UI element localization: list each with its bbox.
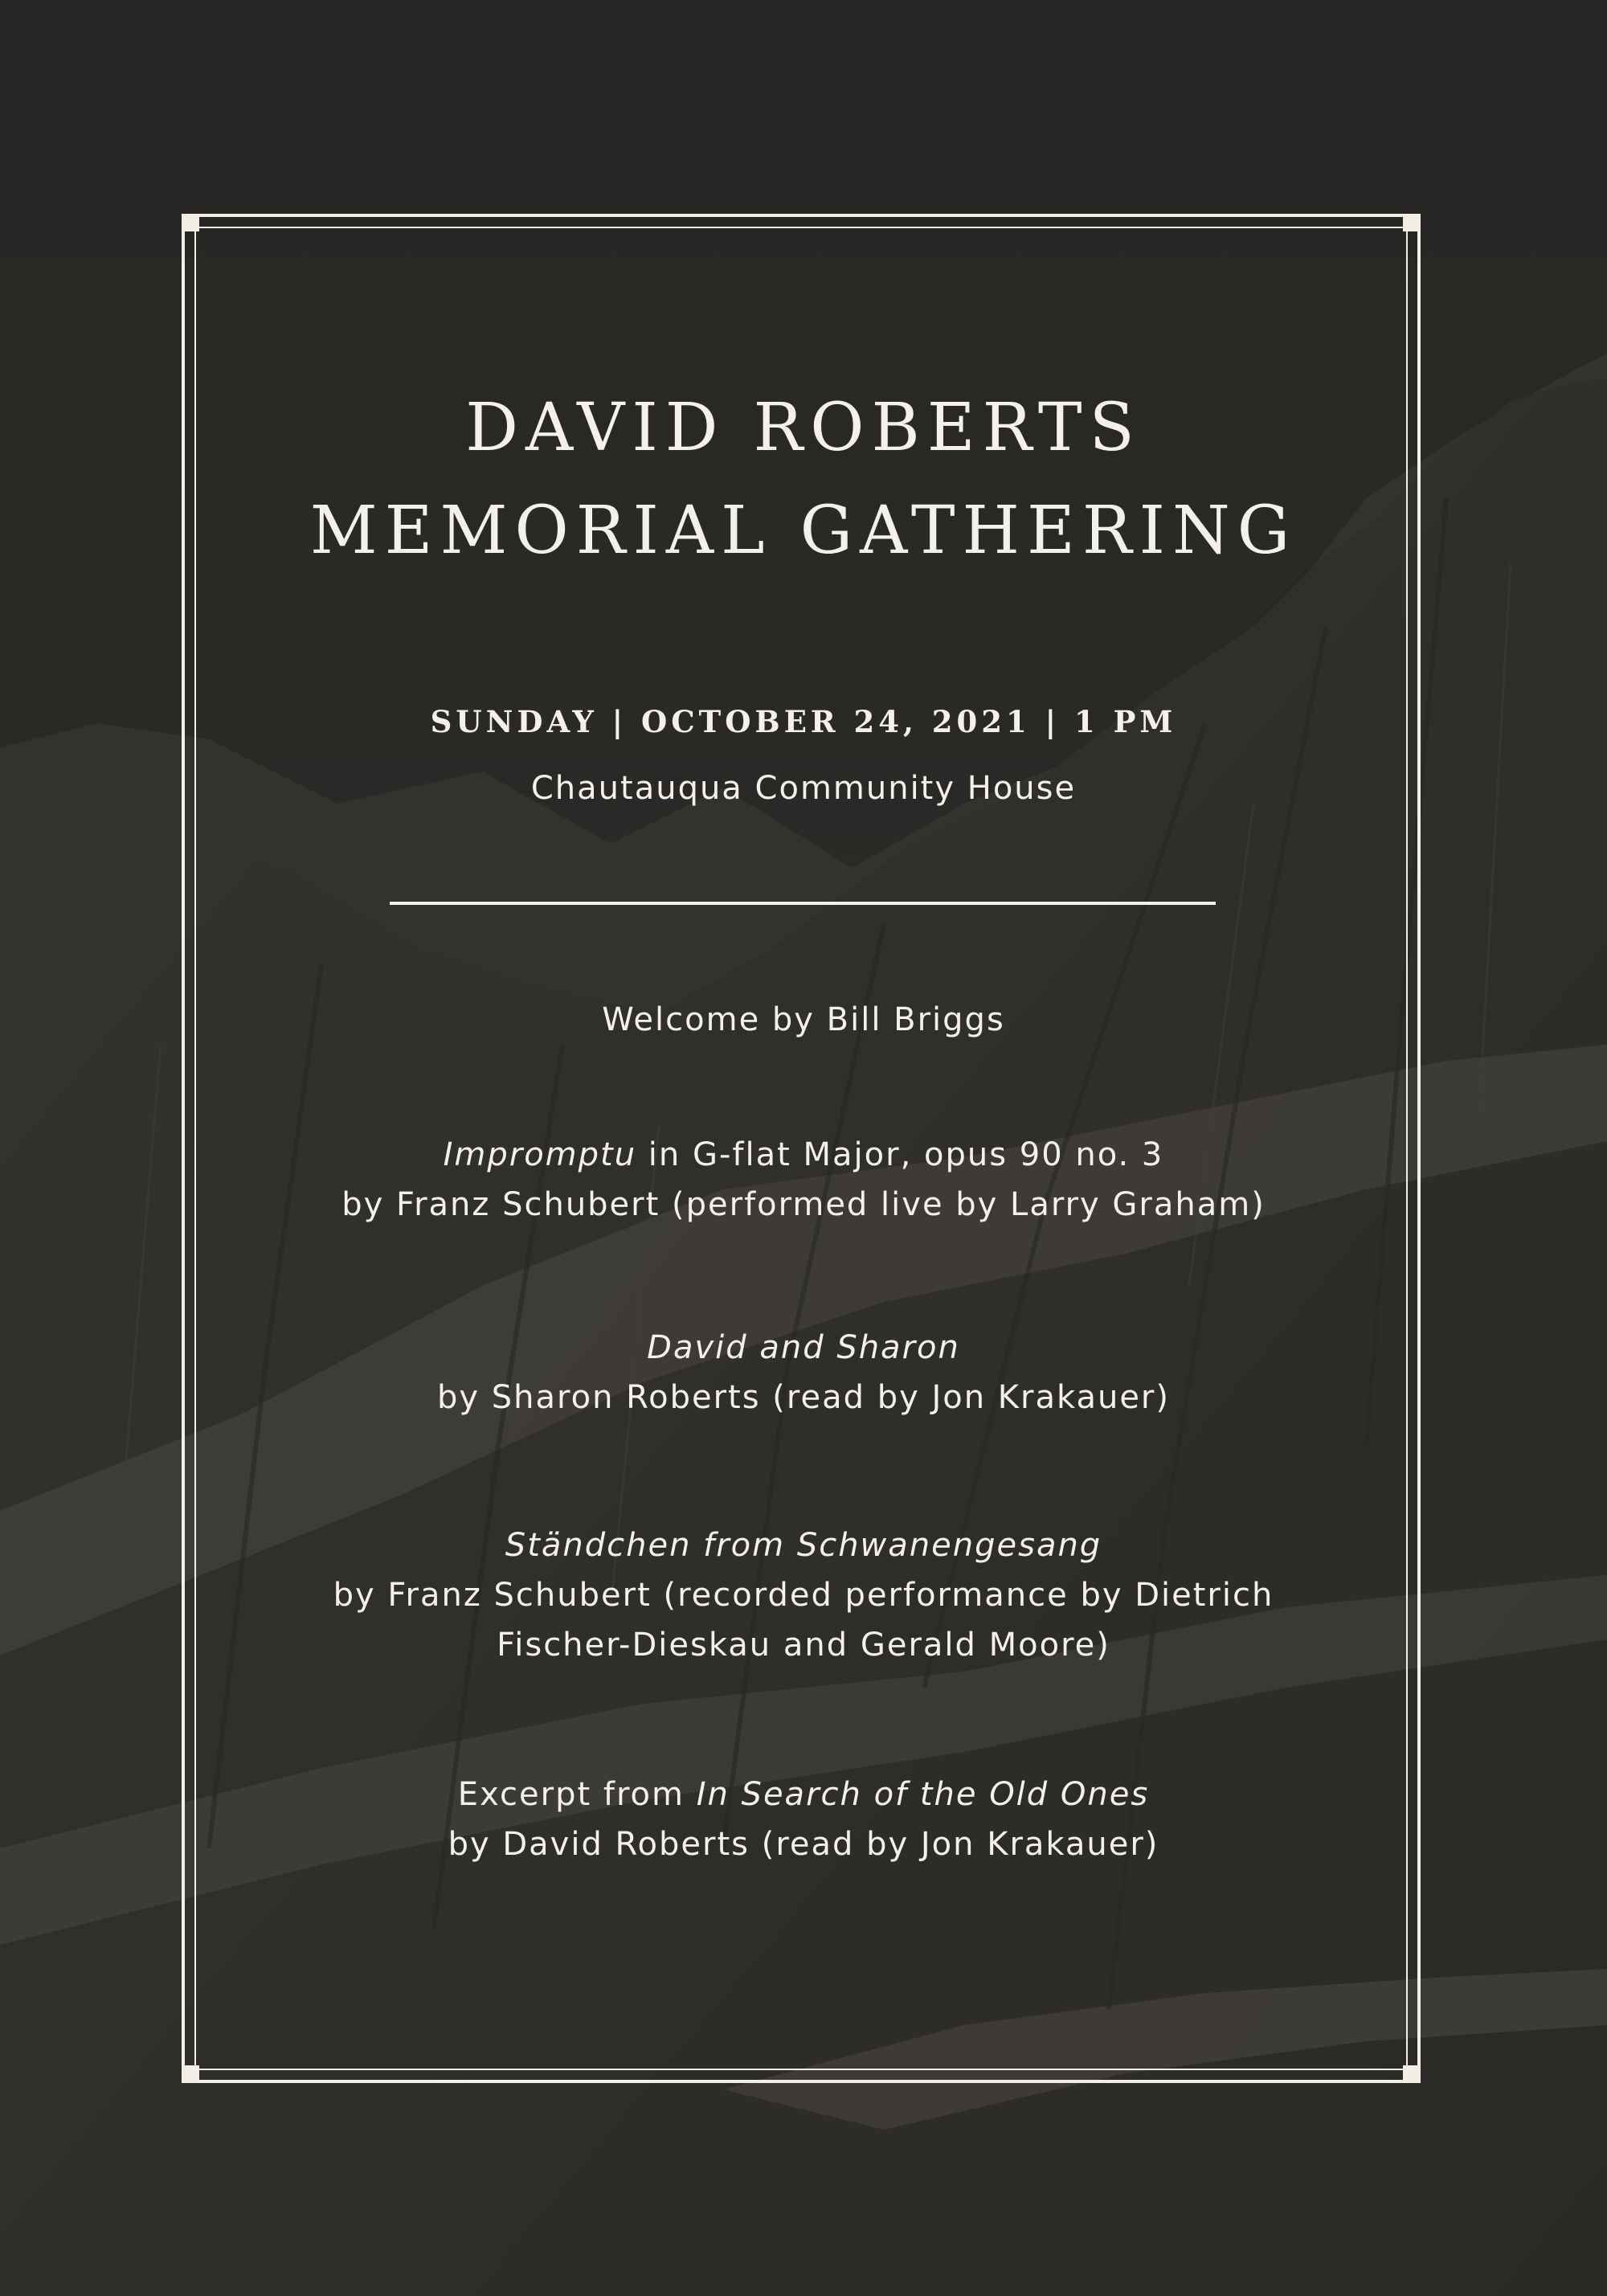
program-item-standchen <box>209 1520 1398 1670</box>
title-line-2: MEMORIAL GATHERING <box>309 493 1298 569</box>
program-item-credit-continued: Fischer-Dieskau and Gerald Moore) <box>497 1627 1110 1664</box>
frame-corner-top-right <box>1403 214 1421 231</box>
title-line-1: DAVID ROBERTS <box>465 390 1142 466</box>
program-item-david-and-sharon <box>209 1323 1398 1422</box>
program-item-credit: by David Roberts (read by Jon Krakauer) <box>448 1826 1159 1863</box>
program-item-credit: by Franz Schubert (performed live by Larry Graham) <box>341 1186 1266 1223</box>
work-title: Ständchen from Schwanengesang <box>505 1527 1102 1564</box>
program-item-credit: by Sharon Roberts (read by Jon Krakauer) <box>437 1379 1170 1416</box>
frame-corner-bottom-right <box>1403 2065 1421 2083</box>
program-item-title-line <box>209 1770 1398 1819</box>
excerpt-prefix: Excerpt from <box>457 1776 697 1813</box>
work-title: In Search of the Old Ones <box>696 1776 1150 1813</box>
event-venue: Chautauqua Community House <box>530 770 1077 807</box>
frame-corner-top-left <box>182 214 199 231</box>
frame-corner-bottom-left <box>182 2065 199 2083</box>
program-item-line: Welcome by Bill Briggs <box>602 1001 1005 1038</box>
program-item-impromptu <box>209 1130 1398 1230</box>
section-divider <box>390 902 1216 905</box>
program-item-credit: by Franz Schubert (recorded performance by Dietrich <box>333 1577 1274 1614</box>
work-title: David and Sharon <box>647 1329 960 1366</box>
event-date-time: SUNDAY | OCTOBER 24, 2021 | 1 PM <box>430 704 1177 739</box>
program-item-title-line <box>209 1130 1398 1180</box>
work-title-detail: in G-flat Major, opus 90 no. 3 <box>636 1136 1164 1173</box>
work-title: Impromptu <box>443 1136 637 1173</box>
program-item-excerpt <box>209 1770 1398 1869</box>
program-item-welcome <box>209 995 1398 1045</box>
